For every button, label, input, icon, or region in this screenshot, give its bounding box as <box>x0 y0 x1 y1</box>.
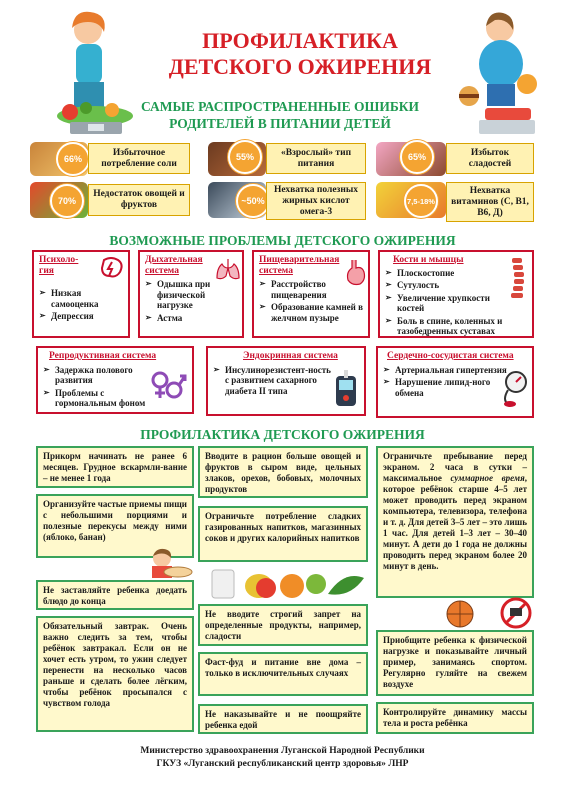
problem-item: ➢ Расстройство пищеварения <box>271 279 363 300</box>
problem-item: ➢ Астма <box>157 313 237 324</box>
problem-item: ➢ Боль в спине, коленных и тазобедренных суставах <box>397 316 527 337</box>
mistake-box: Избыток сладостей <box>446 143 534 174</box>
tip-breakfast: Обязательный завтрак. Очень важно следить за тем, чтобы ребёнок завтракал. Если он не хочет есть утром, то ужин следует перенести на несколько часов раньше и сделать более лёгким, чтобы ребёнок просыпался с чувством голода <box>36 616 194 732</box>
problem-item: ➢ Артериальная гипертензия <box>395 365 507 376</box>
problem-respiratory <box>138 250 244 338</box>
problem-title: Сердечно-сосудистая система <box>387 351 514 361</box>
problem-item: ➢ Плоскостопие <box>397 268 527 279</box>
tip-frequent-meals: Организуйте частые приемы пищи с небольшими порциями и полезные перекусы между ними (яблоко, банан) <box>36 494 194 558</box>
problem-item: ➢ Увеличение хрупкости костей <box>397 293 509 314</box>
problem-psychology <box>32 250 130 338</box>
problem-item: ➢ Задержка полового развития <box>55 365 159 386</box>
tip-no-food-reward: Не наказывайте и не поощряйте ребенка едой <box>198 704 368 734</box>
sports-illustration <box>440 596 536 630</box>
mistake-percent-badge: 70% <box>50 184 84 218</box>
mistake-percent-badge: 7,5-18% <box>404 184 438 218</box>
problem-item: ➢ Сутулость <box>397 280 527 291</box>
mistakes-subtitle <box>110 98 450 132</box>
fruits-vegetables-illustration <box>204 564 368 600</box>
problem-title: Пищеварительная система <box>259 255 340 276</box>
tip-screen-time <box>376 446 534 598</box>
problem-item: ➢ Инсулинорезистент-ность с развитием сахарного диабета II типа <box>225 365 337 397</box>
problem-cardiovascular <box>376 346 534 418</box>
child-eating-illustration <box>126 548 198 578</box>
tip-fast-food: Фаст-фуд и питание вне дома – только в исключительных случаях <box>198 652 368 696</box>
problem-title: Психоло-гия <box>39 255 79 276</box>
mistake-box: Нехватка витаминов (С, В1, В6, Д) <box>446 182 534 222</box>
screen-time-emphasis: суммарное время <box>450 473 525 483</box>
page-title <box>150 28 450 80</box>
problem-title: Репродуктивная система <box>49 351 157 361</box>
mistake-percent-badge: 55% <box>228 140 262 174</box>
mistake-percent-badge: ~50% <box>236 184 270 218</box>
mistake-box: Избыточное потребление соли <box>88 143 190 174</box>
tip-vegetables: Вводите в рацион больше овощей и фруктов в сыром виде, цельных злаков, орехов, бобовых, молочных продуктов <box>198 446 368 498</box>
problem-bones-muscles <box>378 250 534 338</box>
problem-item: ➢ Одышка при физической нагрузке <box>157 279 237 311</box>
child-fastfood-illustration <box>455 8 550 138</box>
problems-section-title: ВОЗМОЖНЫЕ ПРОБЛЕМЫ ДЕТСКОГО ОЖИРЕНИЯ <box>109 233 456 248</box>
screen-time-text-b: , которое ребёнок старше 4–5 лет может проводить перед экраном компьютера, телевизора, телефона и т. д. Для детей 3–5 лет – это лишь 1 час. Для детей 1–3 лет – 30–40 минут. А дети до 1 года не должны проводить перед экраном более 20 минут в день. <box>383 473 527 571</box>
tip-no-forcing: Не заставляйте ребенка доедать блюдо до конца <box>36 580 194 610</box>
mistake-percent-badge: 65% <box>400 140 434 174</box>
mistake-box: «Взрослый» тип питания <box>266 143 366 174</box>
mistake-percent-badge: 66% <box>56 142 90 176</box>
footer-line-1: Министерство здравоохранения Луганской Народной Республики <box>140 746 425 756</box>
tip-physical-activity: Приобщите ребенка к физической нагрузке и показывайте личный пример, занимаясь спортом. Регулярно гуляйте на свежем воздухе <box>376 630 534 696</box>
subtitle-line-1: САМЫЕ РАСПРОСТРАНЕННЫЕ ОШИБКИ <box>140 99 420 114</box>
problem-title: Эндокринная система <box>243 351 338 361</box>
title-line-1: ПРОФИЛАКТИКА <box>202 28 398 53</box>
problem-item: ➢ Низкая самооценка <box>51 288 123 309</box>
problem-item: ➢ Депрессия <box>51 311 123 322</box>
title-line-2: ДЕТСКОГО ОЖИРЕНИЯ <box>168 54 432 79</box>
problem-title: Кости и мышцы <box>393 255 464 265</box>
tip-no-strict-ban: Не вводите строгий запрет на определенные продукты, например, сладости <box>198 604 368 646</box>
tip-weaning: Прикорм начинать не ранее 6 месяцев. Грудное вскармли-вание – не менее 1 года <box>36 446 194 488</box>
tip-limit-drinks: Ограничьте потребление сладких газированных напитков, магазинных соков и других калорийных напитков <box>198 506 368 562</box>
problem-item: ➢ Проблемы с гормональным фоном <box>55 388 159 409</box>
screen-time-text-a: Ограничьте пребывание перед экраном. 2 часа в сутки – максимальное <box>383 451 527 483</box>
problem-reproductive <box>36 346 194 414</box>
prevention-section-title: ПРОФИЛАКТИКА ДЕТСКОГО ОЖИРЕНИЯ <box>140 427 425 442</box>
footer <box>30 745 535 771</box>
footer-line-2: ГКУЗ «Луганский республиканский центр здоровья» ЛНР <box>156 759 409 769</box>
problem-title: Дыхательная система <box>145 255 203 276</box>
subtitle-line-2: РОДИТЕЛЕЙ В ПИТАНИИ ДЕТЕЙ <box>169 116 391 131</box>
tip-monitor-growth: Контролируйте динамику массы тела и роста ребёнка <box>376 702 534 734</box>
brain-lightning-icon <box>98 256 124 282</box>
problem-digestive <box>252 250 370 338</box>
problem-item: ➢ Нарушение липид-ного обмена <box>395 377 507 398</box>
mistake-box: Нехватка полезных жирных кислот омега-3 <box>266 182 366 220</box>
problem-endocrine <box>206 346 366 416</box>
mistake-box: Недостаток овощей и фруктов <box>88 184 190 216</box>
problem-item: ➢ Образование камней в желчном пузыре <box>271 302 363 323</box>
